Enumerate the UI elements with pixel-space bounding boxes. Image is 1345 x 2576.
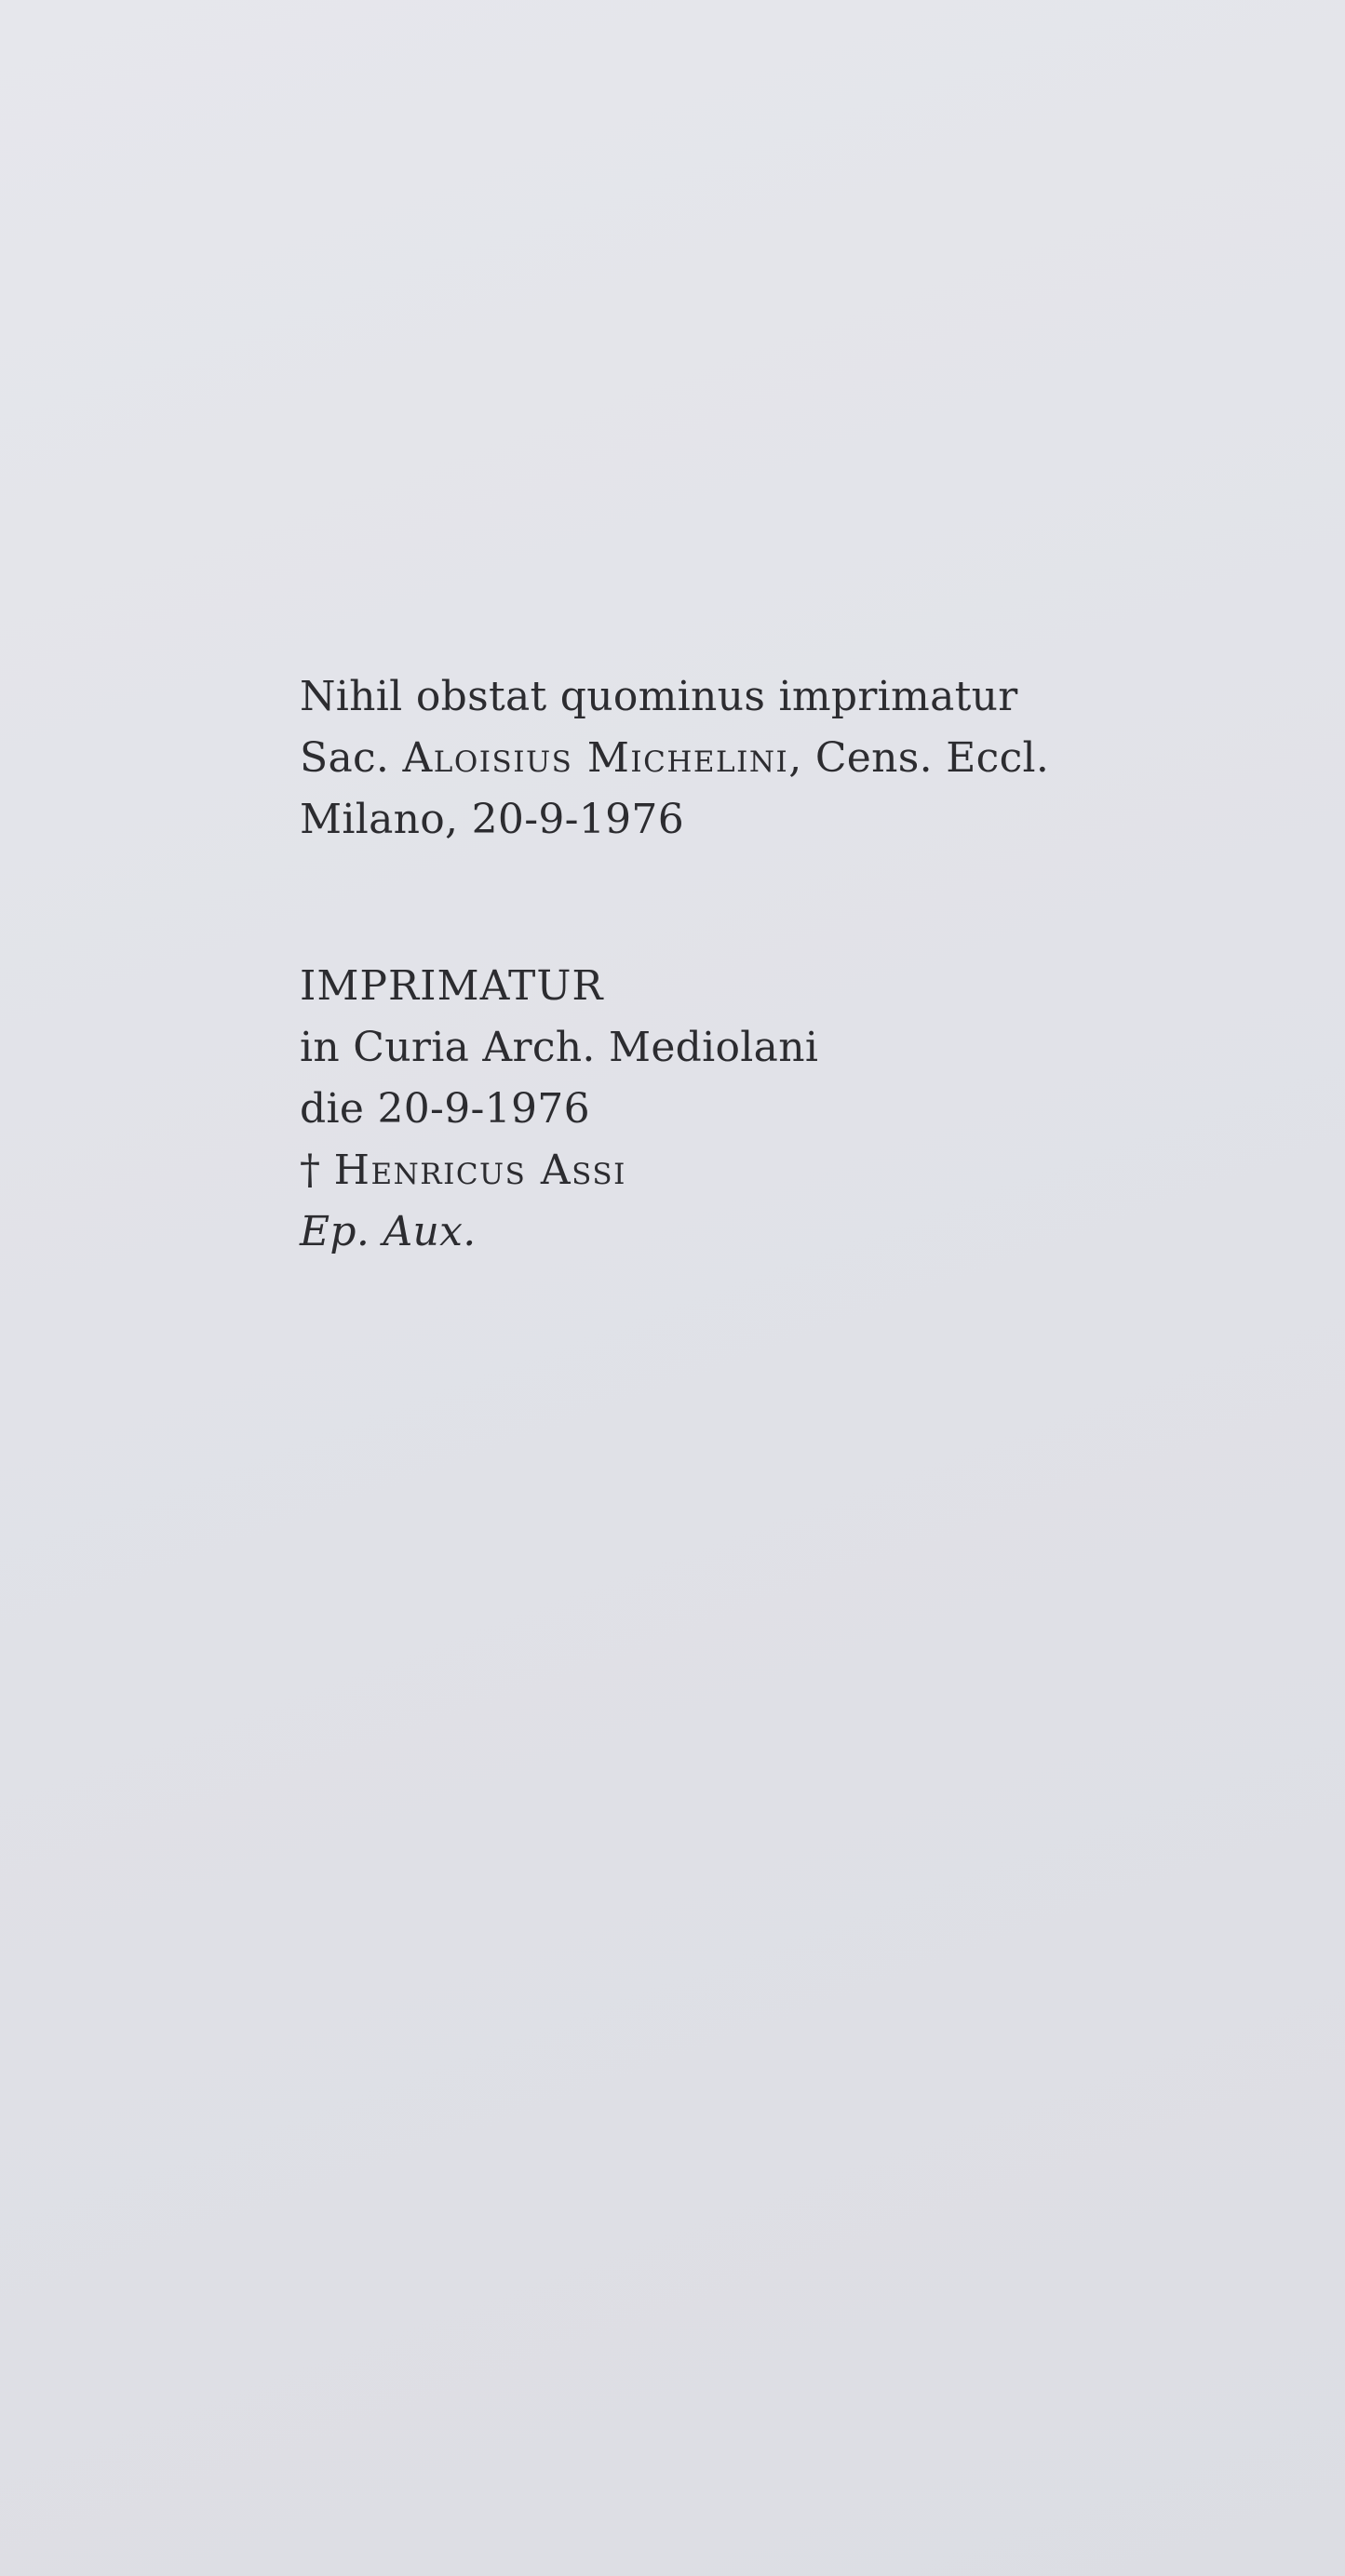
imprimatur-date-line: die 20-9-1976	[300, 1085, 590, 1133]
censor-prefix: Sac.	[300, 734, 390, 782]
bishop-name: Henricus Assi	[333, 1147, 626, 1194]
cross-icon: †	[300, 1147, 321, 1194]
bishop-title: Ep. Aux.	[300, 1208, 477, 1255]
censor-suffix: , Cens. Eccl.	[788, 734, 1050, 782]
bishop-line	[300, 1140, 1231, 1201]
imprimatur-title: IMPRIMATUR	[300, 962, 604, 1010]
show-through-text	[670, 884, 688, 949]
censor-date-line: Milano, 20-9-1976	[300, 796, 685, 843]
imprimatur-block	[300, 956, 1231, 1263]
censor-line	[300, 728, 1231, 789]
nihil-obstat-line: Nihil obstat quominus imprimatur	[300, 673, 1018, 720]
curia-line: in Curia Arch. Mediolani	[300, 1024, 819, 1071]
censor-name: Aloisius Michelini	[402, 734, 789, 782]
nihil-obstat-block	[300, 666, 1231, 851]
